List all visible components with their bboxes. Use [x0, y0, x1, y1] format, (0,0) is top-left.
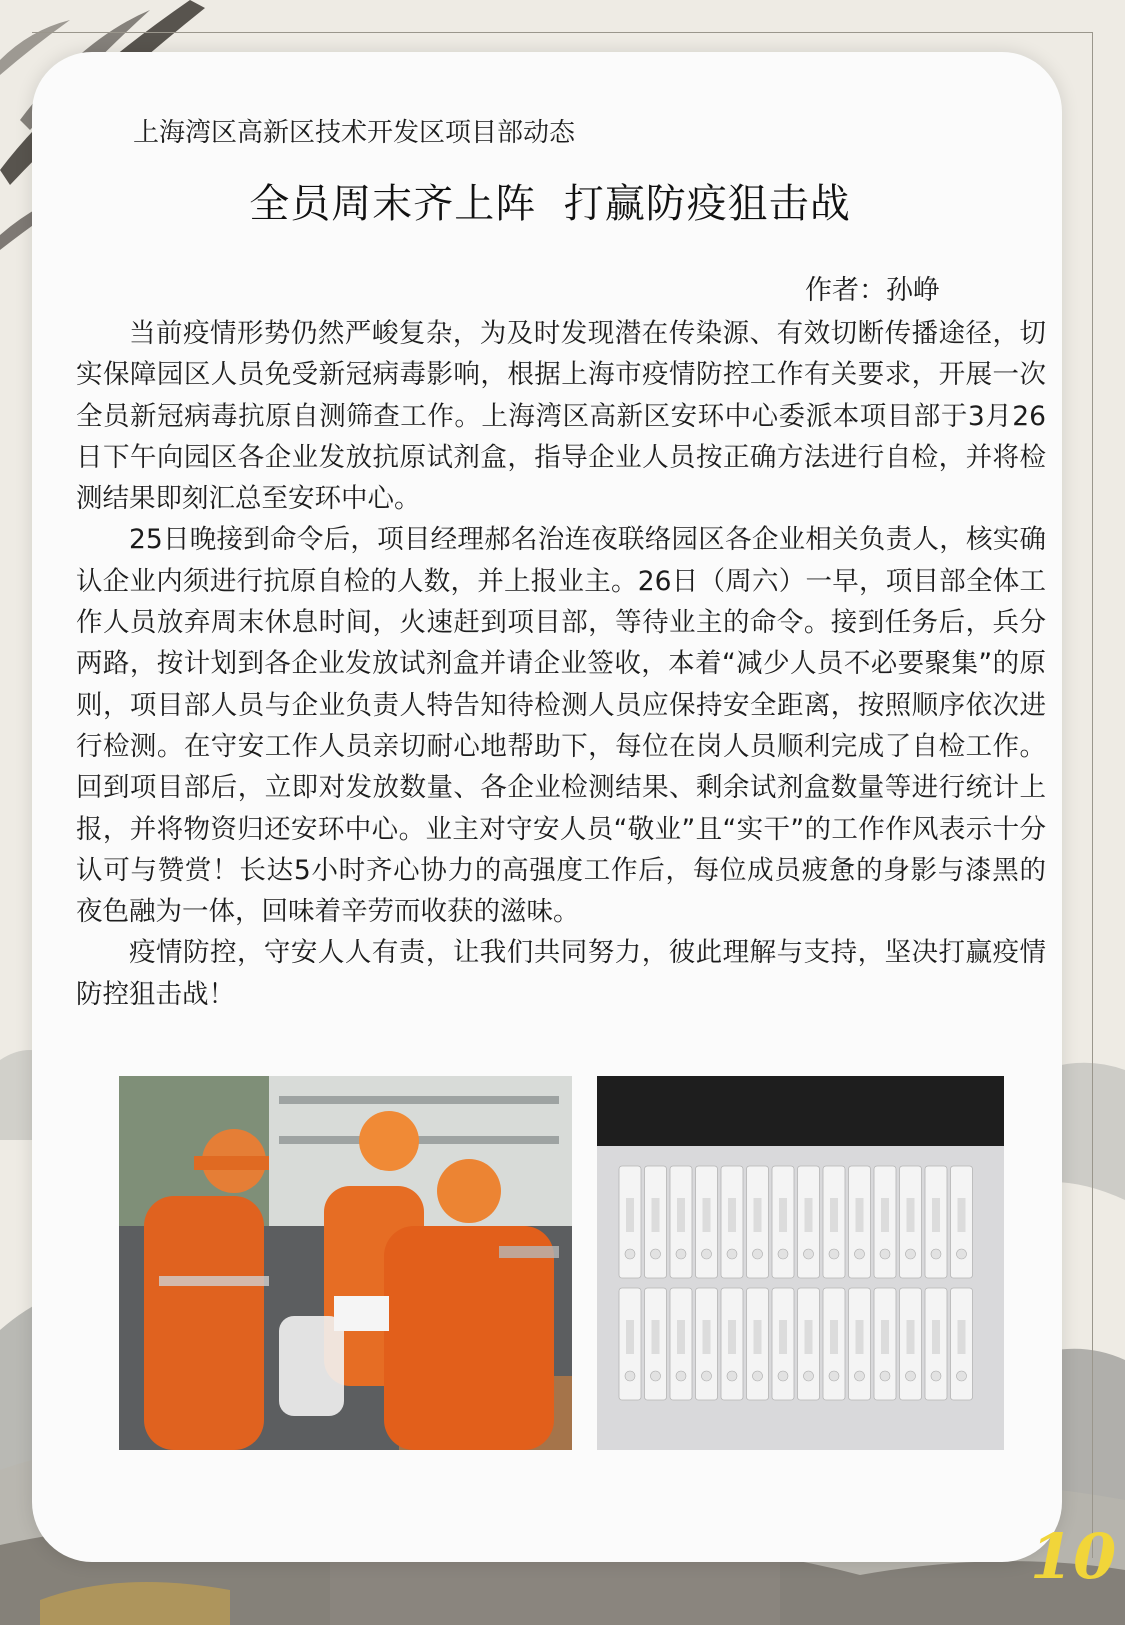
- paragraph: 25日晚接到命令后，项目经理郝名治连夜联络园区各企业相关负责人，核实确认企业内须进行抗原自检的人数，并上报业主。26日（周六）一早，项目部全体工作人员放弃周末休息时间，火速赶到项目部，等待业主的命令。接到任务后，兵分两路，按计划到各企业发放试剂盒并请企业签收，本着“减少人员不必要聚集”的原则，项目部人员与企业负责人特告知待检测人员应保持安全距离，按照顺序依次进行检测。在守安工作人员亲切耐心地帮助下，每位在岗人员顺利完成了自检工作。回到项目部后，立即对发放数量、各企业检测结果、剩余试剂盒数量等进行统计上报，并将物资归还安环中心。业主对守安人员“敬业”且“实干”的工作作风表示十分认可与赞赏！长达5小时齐心协力的高强度工作后，每位成员疲惫的身影与漆黑的夜色融为一体，回味着辛劳而收获的滋味。: [76, 524, 1046, 928]
- test-window: [754, 1198, 762, 1232]
- test-window: [830, 1198, 838, 1232]
- test-window: [652, 1320, 660, 1354]
- test-window: [881, 1198, 889, 1232]
- sample-well: [702, 1371, 712, 1381]
- article-body: [76, 313, 1046, 1015]
- test-window: [703, 1198, 711, 1232]
- test-window: [728, 1320, 736, 1354]
- test-window: [626, 1198, 634, 1232]
- antigen-test-kits-photo: [597, 1076, 1004, 1450]
- sample-well: [778, 1249, 788, 1259]
- sample-well: [931, 1249, 941, 1259]
- test-window: [958, 1320, 966, 1354]
- test-window: [881, 1320, 889, 1354]
- sample-well: [829, 1371, 839, 1381]
- department-header: 上海湾区高新区技术开发区项目部动态: [133, 118, 576, 148]
- test-window: [830, 1320, 838, 1354]
- test-window: [779, 1198, 787, 1232]
- paragraph: 当前疫情形势仍然严峻复杂，为及时发现潜在传染源、有效切断传播途径，切实保障园区人员免受新冠病毒影响，根据上海市疫情防控工作有关要求，开展一次全员新冠病毒抗原自测筛查工作。上海湾区高新区安环中心委派本项目部于3月26日下午向园区各企业发放抗原试剂盒，指导企业人员按正确方法进行自检，并将检测结果即刻汇总至安环中心。: [76, 318, 1046, 515]
- test-window: [932, 1198, 940, 1232]
- sample-well: [625, 1371, 635, 1381]
- test-window: [677, 1198, 685, 1232]
- sample-well: [778, 1371, 788, 1381]
- test-window: [932, 1320, 940, 1354]
- sample-well: [880, 1371, 890, 1381]
- sample-well: [931, 1371, 941, 1381]
- test-window: [728, 1198, 736, 1232]
- sample-well: [625, 1249, 635, 1259]
- sample-well: [676, 1249, 686, 1259]
- test-window: [907, 1198, 915, 1232]
- sample-well: [855, 1249, 865, 1259]
- sample-well: [676, 1371, 686, 1381]
- sample-well: [880, 1249, 890, 1259]
- test-window: [856, 1320, 864, 1354]
- page-number: 10: [1030, 1520, 1117, 1593]
- sample-well: [829, 1249, 839, 1259]
- sample-well: [753, 1249, 763, 1259]
- sample-well: [727, 1371, 737, 1381]
- sample-well: [957, 1249, 967, 1259]
- test-window: [703, 1320, 711, 1354]
- sample-well: [651, 1371, 661, 1381]
- sample-well: [957, 1371, 967, 1381]
- sample-well: [804, 1371, 814, 1381]
- test-window: [779, 1320, 787, 1354]
- sample-well: [651, 1249, 661, 1259]
- sample-well: [753, 1371, 763, 1381]
- test-window: [958, 1198, 966, 1232]
- test-window: [626, 1320, 634, 1354]
- sample-well: [906, 1249, 916, 1259]
- sample-well: [906, 1371, 916, 1381]
- test-window: [677, 1320, 685, 1354]
- sample-well: [702, 1249, 712, 1259]
- sample-well: [804, 1249, 814, 1259]
- article-title: 全员周末齐上阵 打赢防疫狙击战: [249, 181, 851, 227]
- article-author: 作者：孙峥: [805, 275, 940, 306]
- paragraph: 疫情防控，守安人人有责，让我们共同努力，彼此理解与支持，坚决打赢疫情防控狙击战！: [76, 937, 1046, 1010]
- test-window: [907, 1320, 915, 1354]
- test-window: [805, 1320, 813, 1354]
- test-window: [805, 1198, 813, 1232]
- test-window: [856, 1198, 864, 1232]
- workers-distribution-photo: [119, 1076, 572, 1450]
- sample-well: [855, 1371, 865, 1381]
- sample-well: [727, 1249, 737, 1259]
- test-window: [754, 1320, 762, 1354]
- test-window: [652, 1198, 660, 1232]
